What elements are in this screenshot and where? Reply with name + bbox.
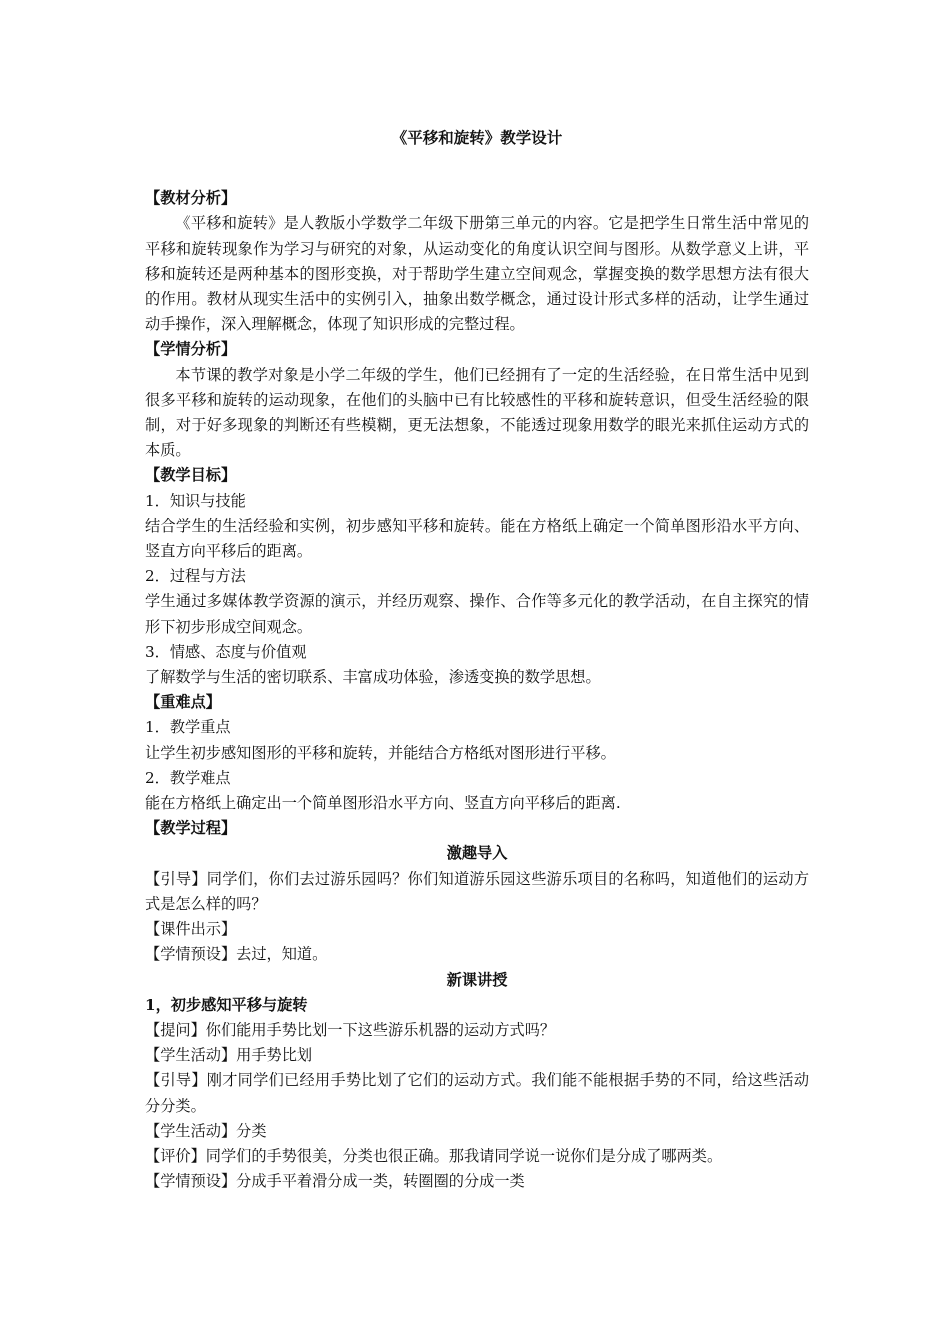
step-1-activity-2: 【学生活动】分类: [145, 1121, 267, 1140]
document-title: 《平移和旋转》教学设计: [391, 128, 563, 147]
step-1-prediction: 【学情预设】分成手平着滑分成一类，转圈圈的分成一类: [145, 1172, 525, 1191]
step-1-evaluation: 【评价】同学们的手势很美，分类也很正确。那我请同学说一说你们是分成了哪两类。: [145, 1146, 723, 1165]
goal-1-text: 结合学生的生活经验和实例，初步感知平移和旋转。能在方格纸上确定一个简单图形沿水平方向、竖直方向平移后的距离。: [145, 516, 809, 561]
goal-3-text: 了解数学与生活的密切联系、丰富成功体验，渗透变换的数学思想。: [145, 668, 601, 687]
goal-2-text: 学生通过多媒体教学资源的演示，并经历观察、操作、合作等多元化的教学活动，在自主探究的情形下初步形成空间观念。: [145, 592, 809, 636]
subheading-intro: 激趣导入: [446, 844, 508, 863]
key-point-2-title: 2．教学难点: [145, 768, 231, 787]
step-1-guide: 【引导】刚才同学们已经用手势比划了它们的运动方式。我们能不能根据手势的不同，给这些活动分分类。: [145, 1071, 809, 1115]
key-point-1-title: 1．教学重点: [145, 718, 231, 737]
goal-3-title: 3．情感、态度与价值观: [145, 642, 307, 661]
document-content: [145, 125, 809, 1194]
goal-2-title: 2．过程与方法: [145, 567, 246, 586]
key-point-1-text: 让学生初步感知图形的平移和旋转，并能结合方格纸对图形进行平移。: [145, 743, 616, 762]
goal-1-title: 1．知识与技能: [145, 491, 246, 510]
intro-courseware: 【课件出示】: [145, 920, 237, 939]
heading-key-points: 【重难点】: [145, 693, 221, 712]
heading-teaching-goals: 【教学目标】: [145, 466, 237, 485]
intro-prediction: 【学情预设】去过，知道。: [145, 945, 328, 964]
step-1-question: 【提问】你们能用手势比划一下这些游乐机器的运动方式吗？: [145, 1020, 556, 1039]
step-1-activity: 【学生活动】用手势比划: [145, 1046, 313, 1065]
subheading-new-lesson: 新课讲授: [446, 970, 508, 989]
learner-analysis-text: 本节课的教学对象是小学二年级的学生，他们已经拥有了一定的生活经验，在日常生活中见到很多平移和旋转的运动现象，在他们的头脑中已有比较感性的平移和旋转意识，但受生活经验的限制，对于好多现象的判断还有些模糊，更无法想象，不能透过现象用数学的眼光来抓住运动方式的本质。: [145, 365, 809, 460]
heading-learner-analysis: 【学情分析】: [145, 340, 237, 359]
material-analysis-text: 《平移和旋转》是人教版小学数学二年级下册第三单元的内容。它是把学生日常生活中常见的平移和旋转现象作为学习与研究的对象，从运动变化的角度认识空间与图形。从数学意义上讲，平移和旋转还是两种基本的图形变换，对于帮助学生建立空间观念，掌握变换的数学思想方法有很大的作用。教材从现实生活中的实例引入，抽象出数学概念，通过设计形式多样的活动，让学生通过动手操作，深入理解概念，体现了知识形成的完整过程。: [145, 214, 809, 334]
key-point-2-text: 能在方格纸上确定出一个简单图形沿水平方向、竖直方向平移后的距离.: [145, 794, 621, 813]
intro-guide: 【引导】同学们，你们去过游乐园吗？你们知道游乐园这些游乐项目的名称吗，知道他们的运动方式是怎么样的吗？: [145, 869, 809, 913]
heading-teaching-process: 【教学过程】: [145, 819, 237, 838]
heading-material-analysis: 【教材分析】: [145, 189, 237, 208]
step-1-title: 1，初步感知平移与旋转: [145, 995, 308, 1014]
